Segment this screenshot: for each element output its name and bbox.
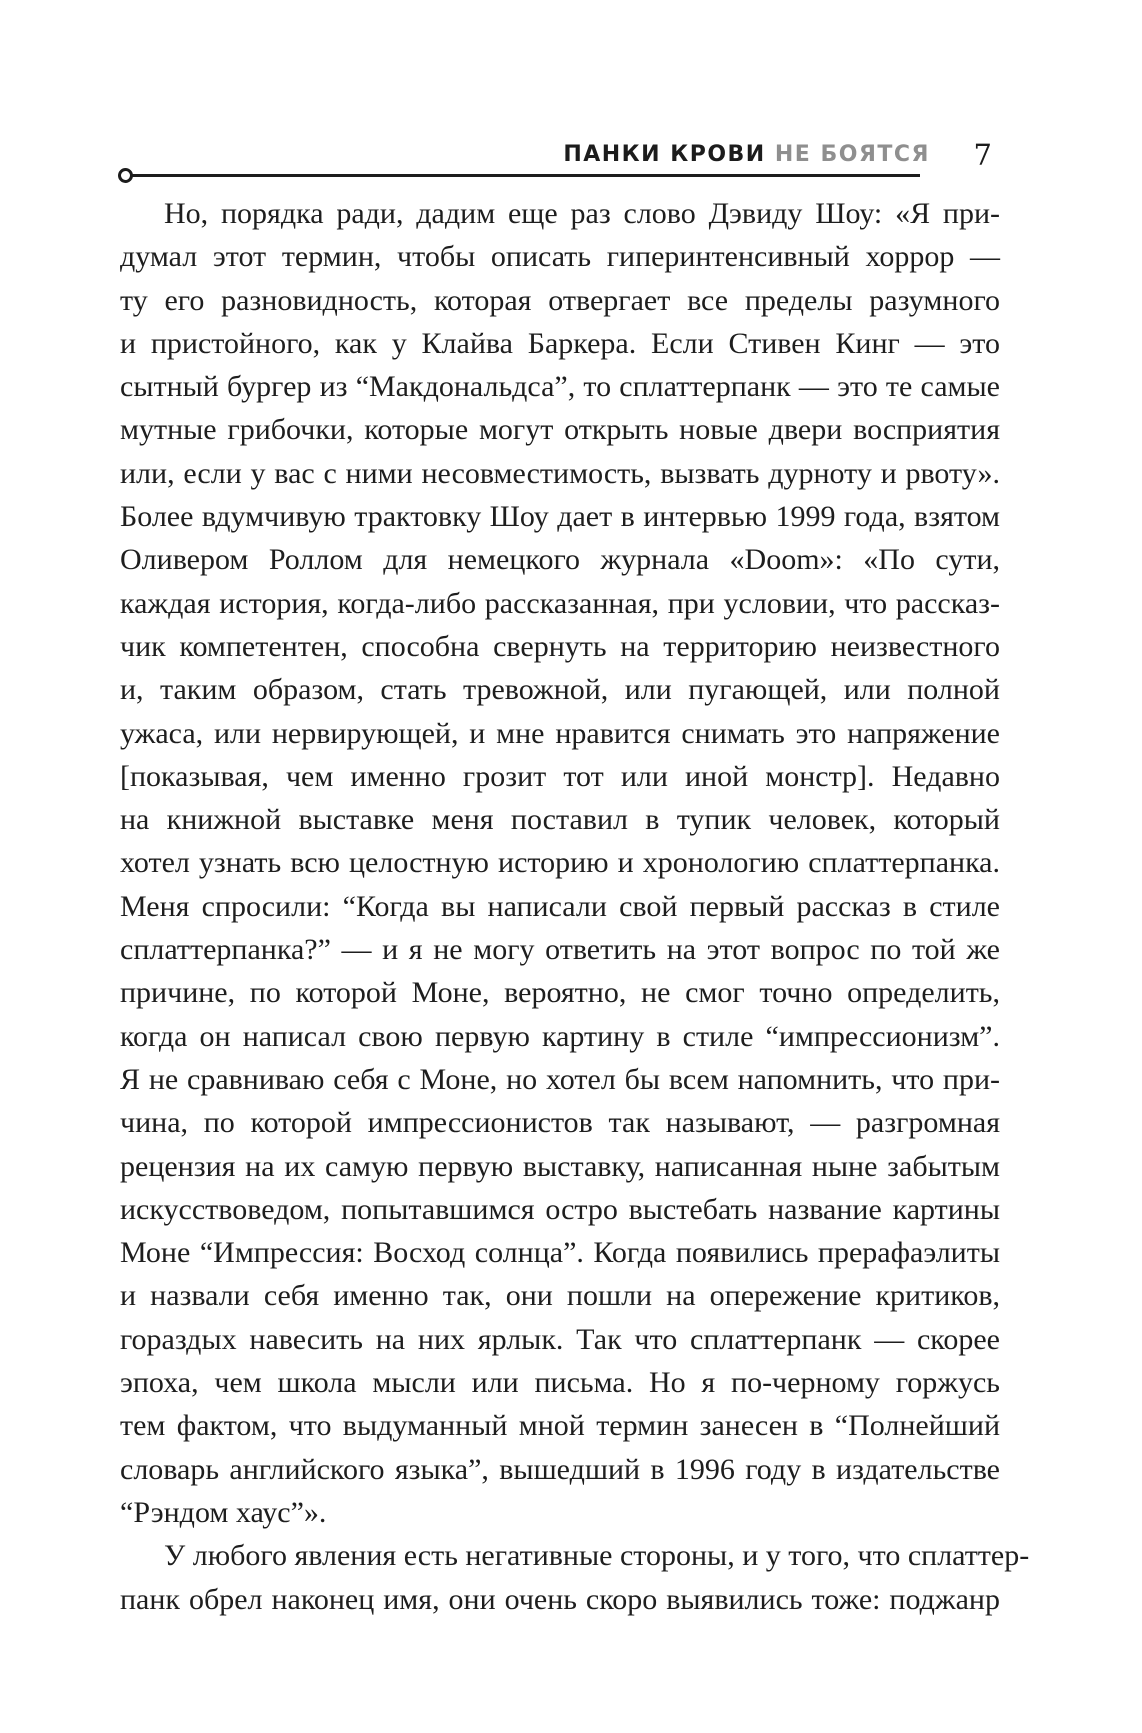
- text-line: чик компетентен, способна свернуть на территорию неизвестного: [120, 629, 1000, 663]
- text-line: думал этот термин, чтобы описать гиперинтенсивный хоррор —: [120, 240, 1000, 274]
- text-line: Меня спросили: “Когда вы написали свой первый рассказ в стиле: [120, 889, 1000, 923]
- running-head-title: [563, 142, 930, 168]
- text-line: причине, по которой Моне, вероятно, не смог точно определить,: [120, 976, 1000, 1010]
- page-number: 7: [973, 138, 992, 172]
- running-head: [120, 138, 1000, 178]
- running-head-title-dark: ПАНКИ КРОВИ: [563, 142, 766, 167]
- text-line: или, если у вас с ними несовместимость, вызвать дурноту и рвоту».: [120, 456, 1000, 490]
- text-line: сытный бургер из “Макдональдса”, то сплаттерпанк — это те самые: [120, 370, 1000, 404]
- text-line: гораздых навесить на них ярлык. Так что сплаттерпанк — скорее: [120, 1322, 1000, 1356]
- header-rule: [120, 174, 920, 177]
- paragraph-1: [120, 192, 1000, 1534]
- text-line: ту его разновидность, которая отвергает все пределы разумного: [120, 283, 1000, 317]
- text-line: когда он написал свою первую картину в стиле “импрессионизм”.: [120, 1019, 1000, 1053]
- text-line: У любого явления есть негативные стороны, и у того, что сплаттер-: [164, 1539, 1030, 1573]
- text-line: панк обрел наконец имя, они очень скоро выявились тоже: поджанр: [120, 1582, 1000, 1616]
- text-line: и, таким образом, стать тревожной, или пугающей, или полной: [120, 673, 1000, 707]
- text-line: рецензия на их самую первую выставку, написанная ныне забытым: [120, 1149, 1000, 1183]
- text-line: чина, по которой импрессионистов так называют, — разгромная: [120, 1106, 1000, 1140]
- text-line: Более вдумчивую трактовку Шоу дает в интервью 1999 года, взятом: [120, 500, 1000, 534]
- text-line: искусствоведом, попытавшимся остро выстебать название картины: [120, 1192, 1000, 1226]
- text-line: “Рэндом хаус”».: [120, 1495, 327, 1529]
- paragraph-2: [120, 1534, 1030, 1621]
- text-line: каждая история, когда-либо рассказанная, при условии, что рассказ-: [120, 586, 1000, 620]
- text-line: хотел узнать всю целостную историю и хронологию сплаттерпанка.: [120, 846, 1000, 880]
- header-rule-circle: [118, 168, 133, 183]
- text-line: словарь английского языка”, вышедший в 1996 году в издательстве: [120, 1452, 1000, 1486]
- text-line: мутные грибочки, которые могут открыть новые двери восприятия: [120, 413, 1000, 447]
- text-line: на книжной выставке меня поставил в тупик человек, который: [120, 803, 1000, 837]
- text-line: Оливером Роллом для немецкого журнала «Doom»: «По сути,: [120, 543, 1000, 577]
- text-line: эпоха, чем школа мысли или письма. Но я по-черному горжусь: [120, 1366, 1000, 1400]
- text-line: тем фактом, что выдуманный мной термин занесен в “Полнейший: [120, 1409, 1000, 1443]
- text-line: и назвали себя именно так, они пошли на опережение критиков,: [120, 1279, 1000, 1313]
- text-line: Но, порядка ради, дадим еще раз слово Дэвиду Шоу: «Я при-: [164, 197, 1000, 230]
- text-line: ужаса, или нервирующей, и мне нравится снимать это напряжение: [120, 716, 1000, 750]
- running-head-title-light: НЕ БОЯТСЯ: [774, 142, 930, 167]
- body-text: [120, 192, 1030, 1621]
- text-line: Моне “Импрессия: Восход солнца”. Когда появились прерафаэлиты: [120, 1236, 1000, 1270]
- text-line: сплаттерпанка?” — и я не могу ответить на этот вопрос по той же: [120, 933, 1000, 967]
- text-line: и пристойного, как у Клайва Баркера. Если Стивен Кинг — это: [120, 326, 1000, 360]
- text-line: Я не сравниваю себя с Моне, но хотел бы всем напомнить, что при-: [120, 1062, 1000, 1096]
- text-line: [показывая, чем именно грозит тот или иной монстр]. Недавно: [120, 759, 1000, 793]
